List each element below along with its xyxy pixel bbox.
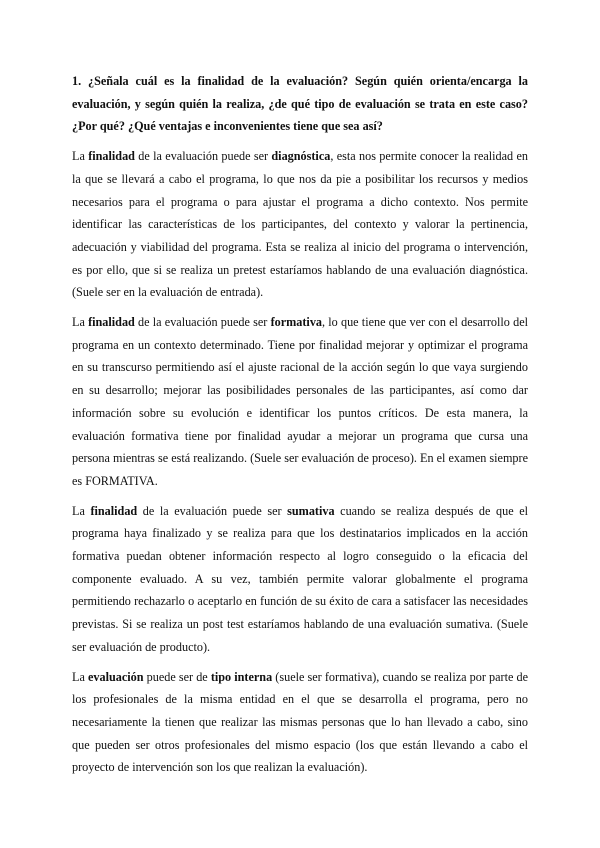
bold-term: formativa — [270, 315, 323, 330]
paragraph-lead: La — [72, 669, 88, 684]
paragraph-diagnostica — [72, 145, 528, 304]
paragraph-lead: La — [72, 315, 89, 330]
paragraph-text: (suele ser formativa), cuando se realiza por parte de los profesionales de la misma entidad en el que se desarrolla el programa, pero no necesariamente la tienen que realizar las mismas personas que lo han llevado a cabo, sino que pueden ser otros profesionales del mismo espacio (los que están llevando a cabo el proyecto de intervención son los que realizan la evaluación). — [72, 669, 528, 775]
bold-term: finalidad — [88, 315, 135, 330]
paragraph-lead: La — [72, 503, 91, 518]
bold-term: evaluación — [87, 669, 144, 684]
paragraph-sumativa — [72, 500, 528, 659]
paragraph-interna — [72, 666, 528, 780]
bold-term: diagnóstica — [271, 149, 331, 164]
bold-term: sumativa — [287, 503, 335, 518]
paragraph-text: de la evaluación puede ser — [134, 149, 272, 164]
paragraph-lead: La — [72, 149, 89, 164]
bold-term: finalidad — [88, 149, 135, 164]
bold-term: tipo interna — [210, 669, 273, 684]
paragraph-text: cuando se realiza después de que el programa haya finalizado y se realiza para que los destinatarios implicados en la acción formativa puedan obtener información respecto al logro conseguido o la eficacia del componente evaluado. A su vez, también permite valorar globalmente el programa permitiendo rechazarlo o aceptarlo en función de su éxito de cara a satisfacer las necesidades previstas. Si se realiza un post test estaríamos hablando de una evaluación sumativa. (Suele ser evaluación de producto). — [72, 503, 528, 654]
paragraph-text: , esta nos permite conocer la realidad en la que se llevará a cabo el programa, lo que nos da pie a posibilitar los recursos y medios necesarios para el programa o para ajustar el programa a dicho contexto. Nos permite identificar las características de los participantes, del contexto y valorar la pertinencia, adecuación y viabilidad del programa. Esta se realiza al inicio del programa o intervención, es por ello, que si se realiza un pretest estaríamos hablando de una evaluación diagnóstica. (Suele ser en la evaluación de entrada). — [72, 149, 528, 300]
bold-term: finalidad — [90, 503, 138, 518]
paragraph-text: puede ser de — [143, 669, 211, 684]
question-heading: 1. ¿Señala cuál es la finalidad de la evaluación? Según quién orienta/encarga la evaluación, y según quién la realiza, ¿de qué tipo de evaluación se trata en este caso? ¿Por qué? ¿Qué ventajas e inconvenientes tiene que sea así? — [72, 74, 528, 134]
paragraph-text: de la evaluación puede ser — [134, 315, 271, 330]
paragraph-text: , lo que tiene que ver con el desarrollo del programa en un contexto determinado. Tiene por finalidad mejorar y optimizar el programa en su transcurso permitiendo así el ajuste racional de la acción según lo que vaya surgiendo en su desarrollo; mejorar las posibilidades personales de las participantes, así como dar información sobre su evolución e identificar los puntos críticos. De esta manera, la evaluación formativa tiene por finalidad ayudar a mejorar un programa que cursa una persona mientras se está realizando. (Suele ser evaluación de proceso). En el examen siempre es FORMATIVA. — [72, 315, 528, 488]
paragraph-text: de la evaluación puede ser — [137, 503, 288, 518]
paragraph-formativa — [72, 311, 528, 493]
document-body — [72, 70, 528, 779]
